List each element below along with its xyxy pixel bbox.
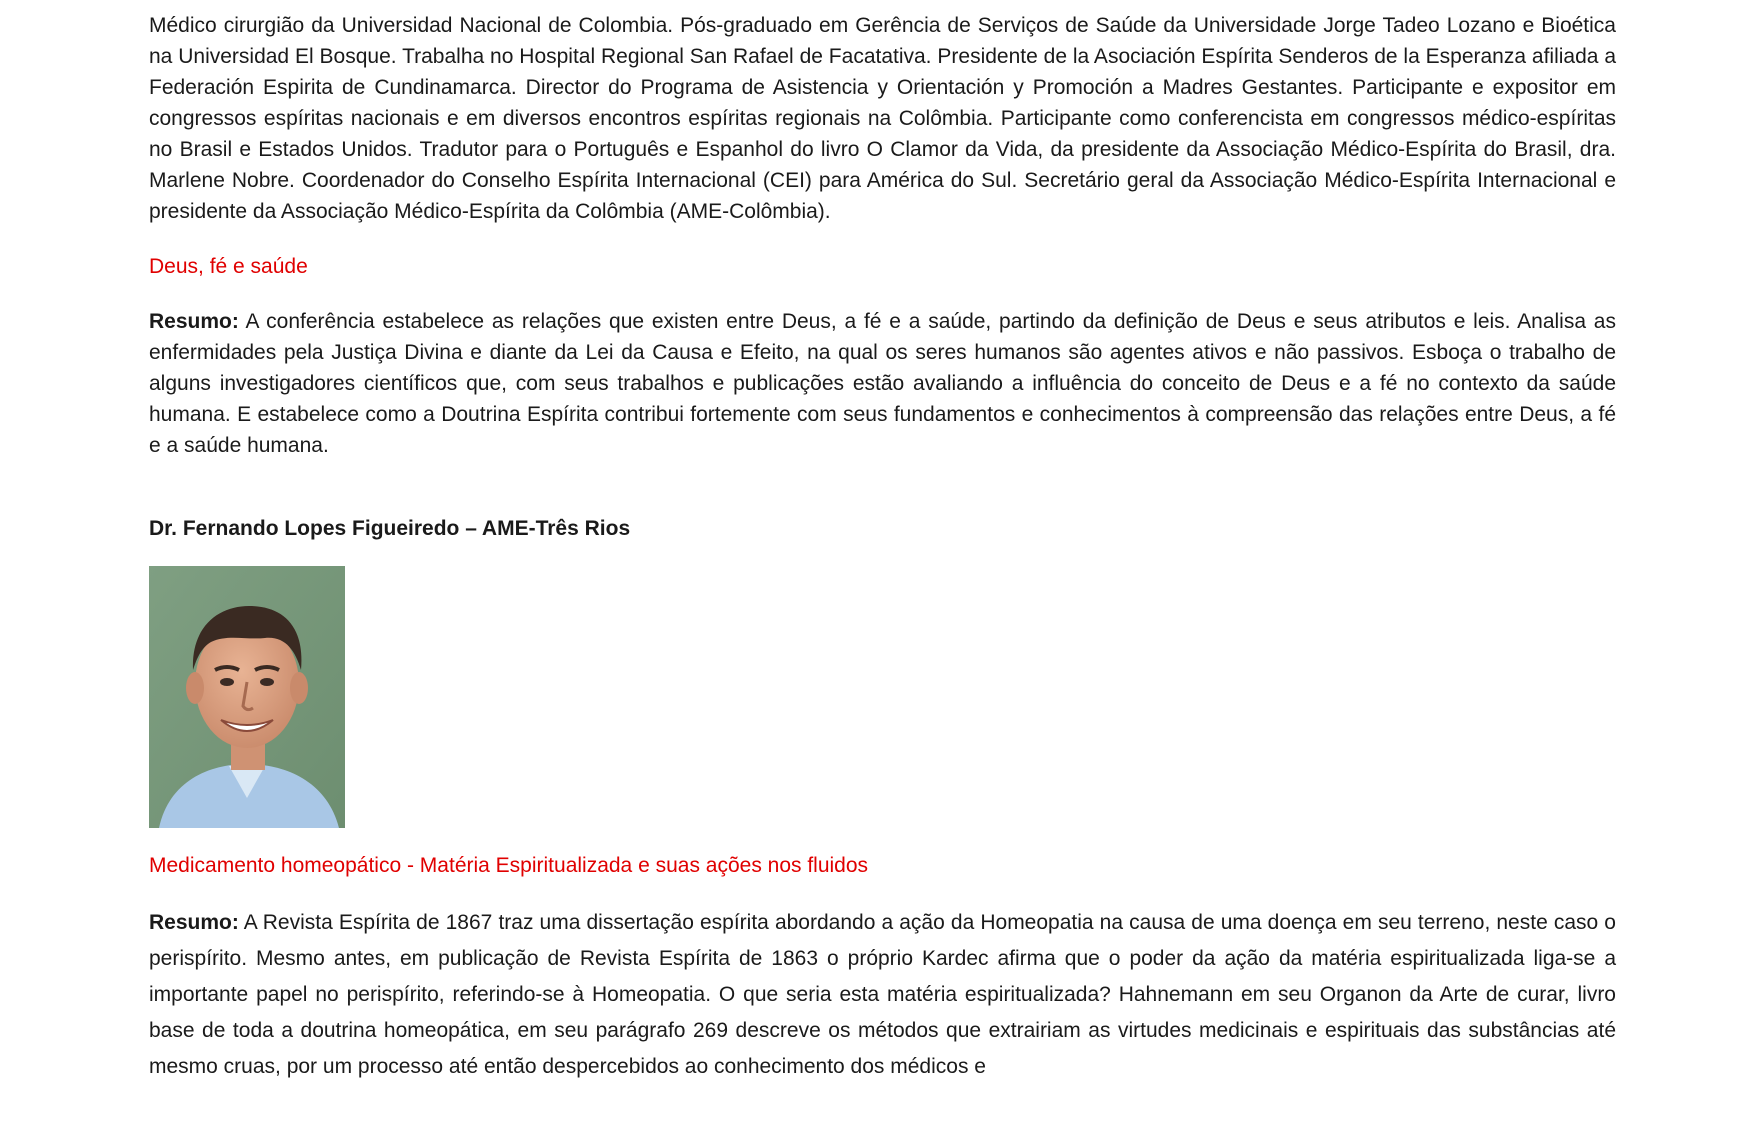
summary-label: Resumo: [149, 310, 239, 333]
portrait-image [149, 566, 345, 828]
speaker-bio-paragraph: Médico cirurgião da Universidad Nacional de Colombia. Pós-graduado em Gerência de Serviços de Saúde da Universidade Jorge Tadeo Lozano e Bioética na Universidad El Bosque. Trabalha no Hospital Regional San Rafael de Facatativa. Presidente de la Asociación Espírita Senderos de la Esperanza afiliada a Federación Espirita de Cundinamarca. Director do Programa de Asistencia y Orientación y Promoción a Madres Gestantes. Participante e expositor em congressos espíritas nacionais e em diversos encontros espíritas regionais na Colômbia. Participante como conferencista em congressos médico-espíritas no Brasil e Estados Unidos. Tradutor para o Português e Espanhol do livro O Clamor da Vida, da presidente da Associação Médico-Espírita do Brasil, dra. Marlene Nobre. Coordenador do Conselho Espírita Internacional (CEI) para América do Sul. Secretário geral da Associação Médico-Espírita Internacional e presidente da Associação Médico-Espírita da Colômbia (AME-Colômbia). [149, 14, 1616, 223]
speaker-name: Dr. Fernando Lopes Figueiredo – AME-Três Rios [149, 517, 631, 540]
summary-label-2: Resumo: [149, 911, 239, 934]
summary-text-2: A Revista Espírita de 1867 traz uma dissertação espírita abordando a ação da Homeopatia na causa de uma doença em seu terreno, neste caso o perispírito. Mesmo antes, em publicação de Revista Espírita de 1863 o próprio Kardec afirma que o poder da ação da matéria espiritualizada liga-se a importante papel no perispírito, referindo-se à Homeopatia. O que seria esta matéria espiritualizada? Hahnemann em seu Organon da Arte de curar, livro base de toda a doutrina homeopática, em seu parágrafo 269 descreve os métodos que extrairiam as virtudes medicinais e espirituais das substâncias até mesmo cruas, por um processo até então despercebidos ao conhecimento dos médicos e [149, 911, 1616, 1078]
document-page [149, 10, 1616, 1085]
talk-summary-2 [149, 905, 1616, 1085]
summary-text: A conferência estabelece as relações que existen entre Deus, a fé e a saúde, partindo da definição de Deus e seus atributos e leis. Analisa as enfermidades pela Justiça Divina e diante da Lei da Causa e Efeito, na qual os seres humanos são agentes ativos e não passivos. Esboça o trabalho de alguns investigadores científicos que, com seus trabalhos e publicações estão avaliando a influência do conceito de Deus e a fé no contexto da saúde humana. E estabelece como a Doutrina Espírita contribui fortemente com seus fundamentos e conhecimentos à compreensão das relações entre Deus, a fé e a saúde humana. [149, 310, 1616, 457]
talk-title-2: Medicamento homeopático - Matéria Espiritualizada e suas ações nos fluidos [149, 854, 869, 877]
talk-title: Deus, fé e saúde [149, 255, 308, 278]
talk-summary [149, 306, 1616, 461]
speaker-photo [149, 566, 345, 828]
